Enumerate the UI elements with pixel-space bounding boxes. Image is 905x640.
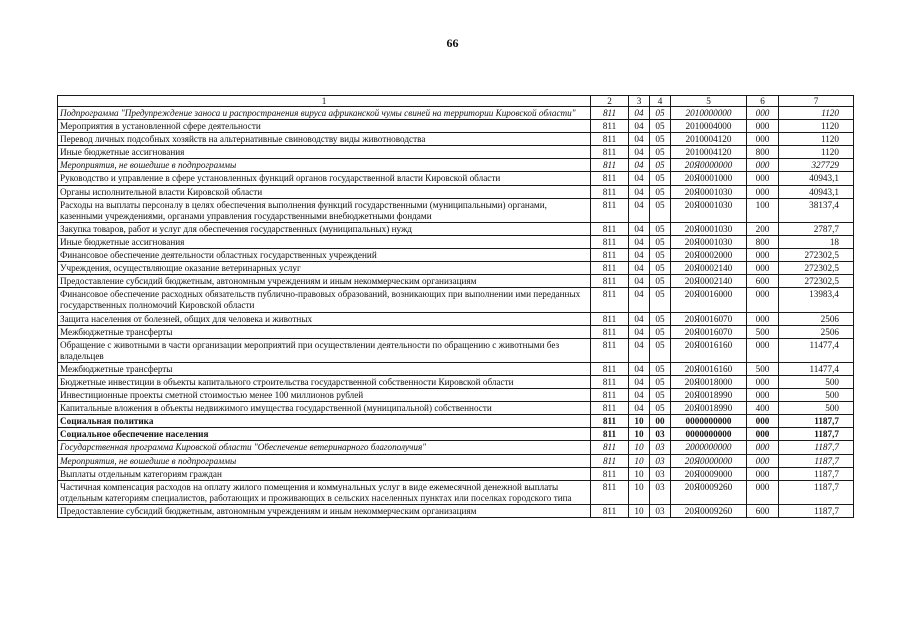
cell-expense-type: 000 (747, 120, 779, 133)
row-name: Межбюджетные трансферты (58, 362, 591, 375)
cell-amount: 1120 (779, 146, 854, 159)
cell-section-code: 04 (629, 146, 650, 159)
cell-target-code: 20Я0002140 (671, 262, 747, 275)
table-row (58, 325, 854, 338)
cell-subsection-code: 05 (650, 288, 671, 312)
cell-section-code: 04 (629, 159, 650, 172)
cell-section-code: 04 (629, 362, 650, 375)
cell-amount: 1187,7 (779, 454, 854, 467)
table-row (58, 185, 854, 198)
cell-target-code: 20Я0001030 (671, 235, 747, 248)
table-row (58, 262, 854, 275)
cell-target-code: 20Я0016070 (671, 325, 747, 338)
table-row (58, 441, 854, 454)
row-name: Предоставление субсидий бюджетным, автономным учреждениям и иным некоммерческим организациям (58, 275, 591, 288)
cell-ministry-code: 811 (591, 185, 629, 198)
cell-amount: 40943,1 (779, 185, 854, 198)
row-name: Мероприятия, не вошедшие в подпрограммы (58, 454, 591, 467)
cell-target-code: 2010000000 (671, 107, 747, 120)
cell-section-code: 10 (629, 504, 650, 517)
cell-target-code: 20Я0002000 (671, 249, 747, 262)
cell-section-code: 10 (629, 480, 650, 504)
cell-ministry-code: 811 (591, 107, 629, 120)
row-name: Предоставление субсидий бюджетным, автономным учреждениям и иным некоммерческим организациям (58, 504, 591, 517)
cell-subsection-code: 05 (650, 275, 671, 288)
cell-ministry-code: 811 (591, 120, 629, 133)
cell-section-code: 04 (629, 389, 650, 402)
cell-expense-type: 100 (747, 198, 779, 222)
cell-amount: 1120 (779, 133, 854, 146)
cell-section-code: 04 (629, 402, 650, 415)
cell-section-code: 04 (629, 338, 650, 362)
table-row (58, 275, 854, 288)
cell-ministry-code: 811 (591, 133, 629, 146)
cell-section-code: 10 (629, 454, 650, 467)
budget-table (57, 95, 854, 518)
cell-amount: 2506 (779, 312, 854, 325)
column-header: 6 (747, 96, 779, 107)
cell-ministry-code: 811 (591, 467, 629, 480)
cell-amount: 1187,7 (779, 441, 854, 454)
cell-amount: 11477,4 (779, 338, 854, 362)
cell-section-code: 04 (629, 249, 650, 262)
cell-amount: 500 (779, 389, 854, 402)
cell-subsection-code: 05 (650, 262, 671, 275)
cell-target-code: 20Я0002140 (671, 275, 747, 288)
cell-ministry-code: 811 (591, 325, 629, 338)
cell-section-code: 04 (629, 120, 650, 133)
column-header: 2 (591, 96, 629, 107)
row-name: Финансовое обеспечение деятельности областных государственных учреждений (58, 249, 591, 262)
row-name: Мероприятия, не вошедшие в подпрограммы (58, 159, 591, 172)
table-row (58, 504, 854, 517)
cell-subsection-code: 05 (650, 107, 671, 120)
cell-subsection-code: 03 (650, 441, 671, 454)
cell-expense-type: 000 (747, 480, 779, 504)
cell-target-code: 20Я0018990 (671, 389, 747, 402)
cell-target-code: 20Я0001030 (671, 185, 747, 198)
row-name: Обращение с животными в части организации мероприятий при осуществлении деятельности по обращению с животными без владельцев (58, 338, 591, 362)
table-row (58, 235, 854, 248)
table-row (58, 249, 854, 262)
table-row (58, 288, 854, 312)
table-header-row (58, 96, 854, 107)
cell-target-code: 2010004120 (671, 146, 747, 159)
cell-ministry-code: 811 (591, 198, 629, 222)
cell-ministry-code: 811 (591, 262, 629, 275)
row-name: Бюджетные инвестиции в объекты капитального строительства государственной собственности Кировской области (58, 375, 591, 388)
column-header: 5 (671, 96, 747, 107)
cell-subsection-code: 05 (650, 249, 671, 262)
row-name: Финансовое обеспечение расходных обязательств публично-правовых образований, возникающих при выполнении ими переданных государственных полномочий Кировской области (58, 288, 591, 312)
cell-amount: 2787,7 (779, 222, 854, 235)
table-row (58, 107, 854, 120)
row-name: Частичная компенсация расходов на оплату жилого помещения и коммунальных услуг в виде ежемесячной денежной выплаты отдельным категориям специалистов, работающих и проживающих в сельских населенных пунктах или поселках городского типа (58, 480, 591, 504)
cell-ministry-code: 811 (591, 235, 629, 248)
row-name: Подпрограмма "Предупреждение заноса и распространения вируса африканской чумы свиней на территории Кировской области" (58, 107, 591, 120)
row-name: Капитальные вложения в объекты недвижимого имущества государственной (муниципальной) собственности (58, 402, 591, 415)
cell-expense-type: 000 (747, 288, 779, 312)
cell-amount: 1187,7 (779, 480, 854, 504)
cell-expense-type: 000 (747, 159, 779, 172)
cell-expense-type: 200 (747, 222, 779, 235)
row-name: Расходы на выплаты персоналу в целях обеспечения выполнения функций государственными (муниципальными) органами, казенными учреждениями, органами управления государственными внебюджетными фондами (58, 198, 591, 222)
table-row (58, 467, 854, 480)
cell-subsection-code: 05 (650, 159, 671, 172)
cell-subsection-code: 05 (650, 325, 671, 338)
cell-section-code: 04 (629, 325, 650, 338)
cell-subsection-code: 05 (650, 133, 671, 146)
cell-subsection-code: 05 (650, 389, 671, 402)
table-row (58, 428, 854, 441)
cell-ministry-code: 811 (591, 454, 629, 467)
cell-amount: 1187,7 (779, 415, 854, 428)
cell-ministry-code: 811 (591, 428, 629, 441)
cell-expense-type: 000 (747, 441, 779, 454)
cell-section-code: 04 (629, 262, 650, 275)
cell-expense-type: 000 (747, 185, 779, 198)
table-row (58, 172, 854, 185)
cell-subsection-code: 05 (650, 222, 671, 235)
cell-ministry-code: 811 (591, 402, 629, 415)
cell-section-code: 04 (629, 222, 650, 235)
cell-section-code: 04 (629, 172, 650, 185)
cell-section-code: 04 (629, 375, 650, 388)
cell-ministry-code: 811 (591, 389, 629, 402)
cell-target-code: 20Я0009260 (671, 480, 747, 504)
cell-amount: 38137,4 (779, 198, 854, 222)
row-name: Иные бюджетные ассигнования (58, 235, 591, 248)
table-row (58, 454, 854, 467)
cell-section-code: 04 (629, 185, 650, 198)
cell-subsection-code: 05 (650, 146, 671, 159)
cell-amount: 272302,5 (779, 275, 854, 288)
row-name: Закупка товаров, работ и услуг для обеспечения государственных (муниципальных) нужд (58, 222, 591, 235)
cell-expense-type: 400 (747, 402, 779, 415)
table-row (58, 133, 854, 146)
cell-section-code: 10 (629, 428, 650, 441)
cell-ministry-code: 811 (591, 159, 629, 172)
cell-expense-type: 000 (747, 428, 779, 441)
table-row (58, 402, 854, 415)
cell-subsection-code: 03 (650, 428, 671, 441)
cell-target-code: 20Я0001030 (671, 198, 747, 222)
cell-amount: 1187,7 (779, 504, 854, 517)
cell-ministry-code: 811 (591, 480, 629, 504)
table-row (58, 375, 854, 388)
cell-amount: 11477,4 (779, 362, 854, 375)
cell-subsection-code: 03 (650, 480, 671, 504)
cell-expense-type: 000 (747, 262, 779, 275)
cell-target-code: 2000000000 (671, 441, 747, 454)
cell-expense-type: 000 (747, 338, 779, 362)
cell-ministry-code: 811 (591, 375, 629, 388)
table-row (58, 389, 854, 402)
cell-subsection-code: 03 (650, 454, 671, 467)
table-row (58, 222, 854, 235)
cell-expense-type: 000 (747, 454, 779, 467)
cell-ministry-code: 811 (591, 222, 629, 235)
row-name: Межбюджетные трансферты (58, 325, 591, 338)
cell-target-code: 20Я0016070 (671, 312, 747, 325)
cell-ministry-code: 811 (591, 362, 629, 375)
cell-amount: 18 (779, 235, 854, 248)
cell-subsection-code: 05 (650, 172, 671, 185)
cell-amount: 500 (779, 375, 854, 388)
cell-target-code: 20Я0016000 (671, 288, 747, 312)
cell-amount: 40943,1 (779, 172, 854, 185)
cell-subsection-code: 03 (650, 504, 671, 517)
cell-subsection-code: 05 (650, 312, 671, 325)
row-name: Органы исполнительной власти Кировской области (58, 185, 591, 198)
cell-target-code: 20Я0001030 (671, 222, 747, 235)
cell-expense-type: 000 (747, 133, 779, 146)
cell-target-code: 20Я0009000 (671, 467, 747, 480)
cell-amount: 1120 (779, 107, 854, 120)
cell-ministry-code: 811 (591, 441, 629, 454)
row-name: Перевод личных подсобных хозяйств на альтернативные свиноводству виды животноводства (58, 133, 591, 146)
cell-section-code: 04 (629, 198, 650, 222)
cell-subsection-code: 05 (650, 185, 671, 198)
cell-amount: 327729 (779, 159, 854, 172)
cell-subsection-code: 05 (650, 338, 671, 362)
cell-target-code: 20Я0016160 (671, 338, 747, 362)
cell-target-code: 20Я0018990 (671, 402, 747, 415)
cell-ministry-code: 811 (591, 249, 629, 262)
column-header: 7 (779, 96, 854, 107)
cell-expense-type: 000 (747, 389, 779, 402)
cell-target-code: 20Я0000000 (671, 454, 747, 467)
cell-target-code: 2010004000 (671, 120, 747, 133)
cell-target-code: 20Я0001000 (671, 172, 747, 185)
row-name: Инвестиционные проекты сметной стоимостью менее 100 миллионов рублей (58, 389, 591, 402)
cell-section-code: 10 (629, 415, 650, 428)
cell-amount: 2506 (779, 325, 854, 338)
cell-ministry-code: 811 (591, 172, 629, 185)
cell-ministry-code: 811 (591, 288, 629, 312)
table-row (58, 198, 854, 222)
column-header: 3 (629, 96, 650, 107)
cell-expense-type: 000 (747, 172, 779, 185)
cell-amount: 1187,7 (779, 428, 854, 441)
cell-expense-type: 000 (747, 415, 779, 428)
column-header: 1 (58, 96, 591, 107)
table-row (58, 415, 854, 428)
cell-section-code: 10 (629, 441, 650, 454)
cell-amount: 13983,4 (779, 288, 854, 312)
row-name: Социальное обеспечение населения (58, 428, 591, 441)
row-name: Руководство и управление в сфере установленных функций органов государственной власти Кировской области (58, 172, 591, 185)
row-name: Защита населения от болезней, общих для человека и животных (58, 312, 591, 325)
cell-amount: 272302,5 (779, 262, 854, 275)
table-row (58, 480, 854, 504)
cell-target-code: 20Я0018000 (671, 375, 747, 388)
cell-expense-type: 600 (747, 504, 779, 517)
cell-subsection-code: 05 (650, 198, 671, 222)
row-name: Государственная программа Кировской области "Обеспечение ветеринарного благополучия" (58, 441, 591, 454)
cell-amount: 272302,5 (779, 249, 854, 262)
cell-subsection-code: 03 (650, 467, 671, 480)
cell-subsection-code: 00 (650, 415, 671, 428)
cell-subsection-code: 05 (650, 362, 671, 375)
cell-target-code: 20Я0016160 (671, 362, 747, 375)
cell-ministry-code: 811 (591, 415, 629, 428)
cell-subsection-code: 05 (650, 235, 671, 248)
cell-ministry-code: 811 (591, 275, 629, 288)
cell-expense-type: 000 (747, 249, 779, 262)
cell-expense-type: 800 (747, 235, 779, 248)
cell-expense-type: 500 (747, 362, 779, 375)
cell-target-code: 20Я0000000 (671, 159, 747, 172)
cell-section-code: 04 (629, 312, 650, 325)
row-name: Социальная политика (58, 415, 591, 428)
cell-expense-type: 500 (747, 325, 779, 338)
table-row (58, 120, 854, 133)
row-name: Иные бюджетные ассигнования (58, 146, 591, 159)
page-number: 66 (446, 36, 459, 50)
cell-section-code: 04 (629, 107, 650, 120)
cell-target-code: 0000000000 (671, 428, 747, 441)
table-row (58, 338, 854, 362)
table-row (58, 146, 854, 159)
cell-subsection-code: 05 (650, 375, 671, 388)
cell-ministry-code: 811 (591, 146, 629, 159)
cell-ministry-code: 811 (591, 312, 629, 325)
cell-expense-type: 000 (747, 107, 779, 120)
table-row (58, 312, 854, 325)
cell-section-code: 04 (629, 288, 650, 312)
cell-amount: 500 (779, 402, 854, 415)
cell-subsection-code: 05 (650, 402, 671, 415)
cell-expense-type: 000 (747, 467, 779, 480)
cell-target-code: 2010004120 (671, 133, 747, 146)
cell-ministry-code: 811 (591, 338, 629, 362)
cell-section-code: 10 (629, 467, 650, 480)
table-row (58, 159, 854, 172)
cell-ministry-code: 811 (591, 504, 629, 517)
cell-target-code: 0000000000 (671, 415, 747, 428)
row-name: Мероприятия в установленной сфере деятельности (58, 120, 591, 133)
cell-section-code: 04 (629, 133, 650, 146)
column-header: 4 (650, 96, 671, 107)
cell-expense-type: 000 (747, 375, 779, 388)
cell-expense-type: 600 (747, 275, 779, 288)
cell-subsection-code: 05 (650, 120, 671, 133)
cell-amount: 1187,7 (779, 467, 854, 480)
cell-expense-type: 800 (747, 146, 779, 159)
cell-amount: 1120 (779, 120, 854, 133)
row-name: Выплаты отдельным категориям граждан (58, 467, 591, 480)
cell-section-code: 04 (629, 275, 650, 288)
cell-section-code: 04 (629, 235, 650, 248)
cell-expense-type: 000 (747, 312, 779, 325)
row-name: Учреждения, осуществляющие оказание ветеринарных услуг (58, 262, 591, 275)
table-row (58, 362, 854, 375)
cell-target-code: 20Я0009260 (671, 504, 747, 517)
